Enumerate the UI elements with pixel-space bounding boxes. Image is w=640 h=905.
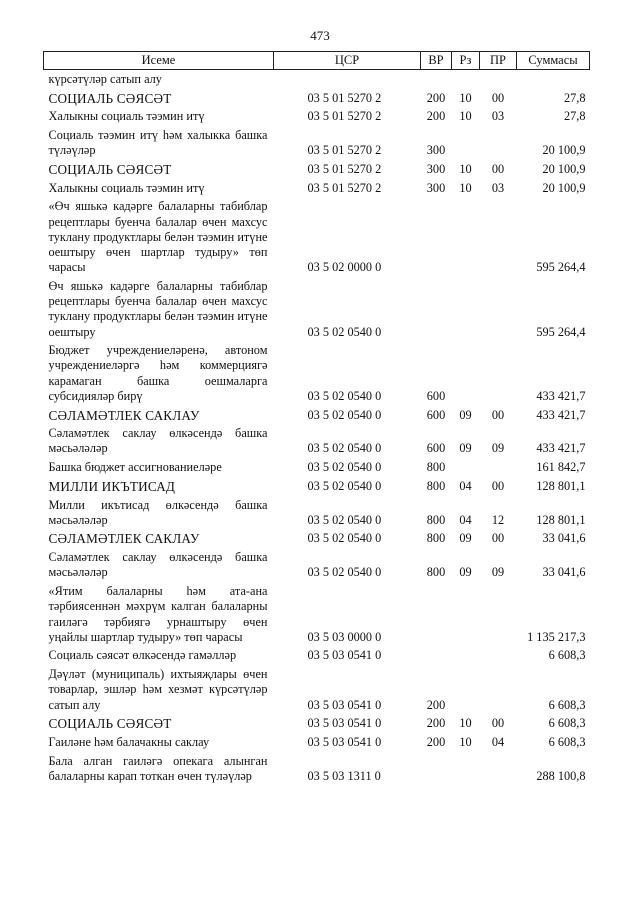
cell-sum: 161 842,7	[536, 460, 586, 475]
cell-sum: 20 100,9	[542, 143, 586, 158]
budget-table	[43, 51, 590, 786]
cell-sum: 433 421,7	[536, 388, 586, 403]
table-row	[44, 458, 590, 477]
table-row	[44, 197, 590, 277]
cell-name: Дәүләт (муниципаль) ихтыяҗлары өчен товарлар, эшләр һәм хезмәт күрсәтүләр сатып алу	[48, 667, 268, 712]
cell-vr: 200	[426, 90, 446, 105]
cell-pr: 03	[491, 109, 505, 124]
cell-csr: 03 5 03 0541 0	[307, 716, 382, 731]
table-row	[44, 582, 590, 646]
cell-rz: 09	[459, 565, 472, 580]
table-row	[44, 179, 590, 198]
cell-name: СӘЛАМӘТЛЕК САКЛАУ	[48, 531, 200, 547]
cell-csr: 03 5 03 1311 0	[307, 768, 381, 783]
cell-vr	[421, 752, 452, 786]
cell-sum: 20 100,9	[542, 162, 586, 177]
cell-name: Гаиләне һәм балачакны саклау	[48, 734, 210, 749]
cell-name: «Өч яшькә кадәрге балаларны табиблар рецептлары буенча балалар өчен махсус туклану продуктлары белән тәэмин итүне оештыру өчен шартлар тудыру» төп чарасы	[48, 199, 268, 275]
page-number: 473	[310, 28, 330, 43]
cell-vr: 200	[426, 734, 446, 749]
cell-csr: 03 5 02 0540 0	[307, 324, 382, 339]
cell-rz: 10	[459, 734, 472, 749]
cell-rz: 04	[459, 478, 472, 493]
cell-vr: 200	[426, 697, 446, 712]
cell-csr: 03 5 03 0541 0	[307, 648, 382, 663]
table-row	[44, 424, 590, 458]
cell-pr	[480, 582, 517, 646]
cell-pr: 00	[491, 162, 505, 177]
table-row	[44, 107, 590, 126]
cell-pr: 09	[491, 441, 505, 456]
table-row	[44, 477, 590, 496]
cell-name: Башка бюджет ассигнованиеләре	[48, 460, 222, 475]
cell-sum: 33 041,6	[542, 565, 586, 580]
cell-vr: 300	[426, 162, 446, 177]
cell-rz	[452, 126, 480, 160]
cell-csr: 03 5 01 5270 2	[307, 180, 382, 195]
cell-rz: 09	[459, 531, 472, 546]
cell-vr	[421, 197, 452, 277]
table-row	[44, 277, 590, 341]
cell-name: Социаль тәэмин итү һәм халыкка башка түләүләр	[48, 128, 268, 158]
cell-sum: 288 100,8	[536, 768, 586, 783]
table-row	[44, 160, 590, 179]
cell-pr	[480, 665, 517, 714]
cell-csr: 03 5 02 0540 0	[307, 441, 382, 456]
cell-name: Бюджет учреждениеләренә, автоном учреждениеләргә һәм коммерциягә карамаган башка оешмаларга субсидияләр бирү	[48, 343, 268, 403]
cell-rz: 10	[459, 90, 472, 105]
header-sum: Суммасы	[517, 52, 590, 70]
cell-pr: 00	[491, 716, 505, 731]
cell-name: СӘЛАМӘТЛЕК САКЛАУ	[48, 407, 200, 423]
cell-rz: 10	[459, 162, 472, 177]
header-rz: Рз	[452, 52, 480, 70]
cell-vr: 800	[426, 478, 446, 493]
cell-sum	[517, 70, 590, 89]
cell-rz	[452, 646, 480, 665]
cell-vr: 300	[426, 143, 446, 158]
cell-pr	[480, 646, 517, 665]
cell-sum: 33 041,6	[542, 531, 586, 546]
cell-pr	[480, 752, 517, 786]
table-row	[44, 665, 590, 714]
cell-rz: 10	[459, 180, 472, 195]
cell-sum: 27,8	[563, 109, 586, 124]
table-row	[44, 496, 590, 530]
cell-pr: 00	[491, 531, 505, 546]
cell-rz: 09	[459, 407, 472, 422]
cell-rz: 09	[459, 441, 472, 456]
cell-name: СОЦИАЛЬ СӘЯСӘТ	[48, 162, 172, 178]
cell-rz: 10	[459, 109, 472, 124]
cell-sum: 128 801,1	[536, 478, 586, 493]
cell-name: Өч яшькә кадәрге балаларны табиблар рецептлары буенча балалар өчен махсус туклану продуктлары белән тәэмин итүне оештыру	[48, 278, 268, 339]
cell-name: Бала алган гаиләгә опекага алынган балаларны карап тоткан өчен түләүләр	[48, 753, 268, 783]
cell-csr: 03 5 01 5270 2	[307, 109, 382, 124]
cell-csr: 03 5 02 0540 0	[307, 565, 382, 580]
cell-name: күрсәтүләр сатып алу	[48, 72, 162, 86]
table-row	[44, 89, 590, 108]
cell-csr: 03 5 02 0540 0	[307, 407, 382, 422]
table-row	[44, 752, 590, 786]
table-row	[44, 126, 590, 160]
cell-rz: 10	[459, 716, 472, 731]
cell-name: СОЦИАЛЬ СӘЯСӘТ	[48, 90, 172, 106]
cell-sum: 20 100,9	[542, 180, 586, 195]
cell-pr: 03	[491, 180, 505, 195]
cell-csr: 03 5 03 0000 0	[307, 629, 382, 644]
cell-csr: 03 5 01 5270 2	[307, 90, 382, 105]
cell-rz	[452, 70, 480, 89]
cell-name: Социаль сәясәт өлкәсендә гамәлләр	[48, 648, 237, 663]
cell-rz	[452, 277, 480, 341]
cell-rz	[452, 582, 480, 646]
cell-pr	[480, 126, 517, 160]
cell-name: Халыкны социаль тәэмин итү	[48, 180, 205, 195]
cell-pr	[480, 341, 517, 405]
table-header	[44, 52, 590, 70]
cell-csr: 03 5 02 0540 0	[307, 478, 382, 493]
table-row	[44, 714, 590, 733]
cell-vr: 200	[426, 109, 446, 124]
cell-sum: 433 421,7	[536, 407, 586, 422]
cell-sum: 128 801,1	[536, 512, 586, 527]
cell-rz	[452, 752, 480, 786]
cell-pr: 00	[491, 90, 505, 105]
cell-rz	[452, 665, 480, 714]
header-vr: ВР	[421, 52, 452, 70]
cell-csr: 03 5 01 5270 2	[307, 143, 382, 158]
cell-vr: 800	[426, 460, 446, 475]
header-csr: ЦСР	[274, 52, 421, 70]
cell-pr: 04	[491, 734, 505, 749]
cell-vr	[421, 70, 452, 89]
cell-vr: 600	[426, 388, 446, 403]
table-row	[44, 646, 590, 665]
cell-pr: 12	[491, 512, 505, 527]
cell-sum: 595 264,4	[536, 260, 586, 275]
cell-rz	[452, 458, 480, 477]
cell-sum: 1 135 217,3	[527, 629, 586, 644]
cell-csr: 03 5 02 0000 0	[307, 260, 382, 275]
cell-pr: 00	[491, 407, 505, 422]
cell-vr	[421, 277, 452, 341]
cell-name: Халыкны социаль тәэмин итү	[48, 109, 205, 124]
cell-pr	[480, 197, 517, 277]
cell-csr: 03 5 03 0541 0	[307, 734, 382, 749]
cell-name: «Ятим балаларны һәм ата-ана тәрбиясеннән мәхрүм калган балаларны гаиләгә тәрбиягә урнаштыру өчен уңайлы шартлар тудыру» төп чарасы	[48, 584, 268, 644]
cell-name: МИЛЛИ ИКЪТИСАД	[48, 478, 176, 494]
cell-rz	[452, 197, 480, 277]
cell-name: Сәламәтлек саклау өлкәсендә башка мәсьәләләр	[48, 550, 268, 580]
header-name: Исеме	[44, 52, 274, 70]
cell-vr	[421, 646, 452, 665]
cell-vr: 300	[426, 180, 446, 195]
cell-vr: 600	[426, 441, 446, 456]
cell-csr: 03 5 02 0540 0	[307, 531, 382, 546]
table-row	[44, 733, 590, 752]
header-pr: ПР	[480, 52, 517, 70]
cell-name: Сәламәтлек саклау өлкәсендә башка мәсьәләләр	[48, 426, 268, 456]
cell-sum: 27,8	[563, 90, 586, 105]
cell-name: Милли икътисад өлкәсендә башка мәсьәләләр	[48, 497, 268, 527]
cell-csr: 03 5 02 0540 0	[307, 388, 382, 403]
table-row	[44, 529, 590, 548]
cell-pr	[480, 277, 517, 341]
cell-pr	[480, 458, 517, 477]
cell-sum: 6 608,3	[548, 648, 586, 663]
cell-csr: 03 5 02 0540 0	[307, 512, 382, 527]
cell-vr: 800	[426, 565, 446, 580]
cell-pr	[480, 70, 517, 89]
cell-sum: 433 421,7	[536, 441, 586, 456]
cell-csr: 03 5 02 0540 0	[307, 460, 382, 475]
table-row	[44, 406, 590, 425]
table-row	[44, 70, 590, 89]
cell-sum: 6 608,3	[548, 697, 586, 712]
table-row	[44, 548, 590, 582]
cell-rz: 04	[459, 512, 472, 527]
cell-sum: 6 608,3	[548, 734, 586, 749]
cell-csr: 03 5 03 0541 0	[307, 697, 382, 712]
cell-name: СОЦИАЛЬ СӘЯСӘТ	[48, 716, 172, 732]
cell-vr	[421, 582, 452, 646]
cell-sum: 595 264,4	[536, 324, 586, 339]
cell-sum: 6 608,3	[548, 716, 586, 731]
cell-vr: 800	[426, 531, 446, 546]
table-row	[44, 341, 590, 405]
cell-pr: 00	[491, 478, 505, 493]
cell-vr: 200	[426, 716, 446, 731]
cell-pr: 09	[491, 565, 505, 580]
cell-vr: 600	[426, 407, 446, 422]
cell-vr: 800	[426, 512, 446, 527]
table-body	[44, 70, 590, 786]
cell-csr: 03 5 01 5270 2	[307, 162, 382, 177]
cell-rz	[452, 341, 480, 405]
cell-csr	[274, 70, 421, 89]
